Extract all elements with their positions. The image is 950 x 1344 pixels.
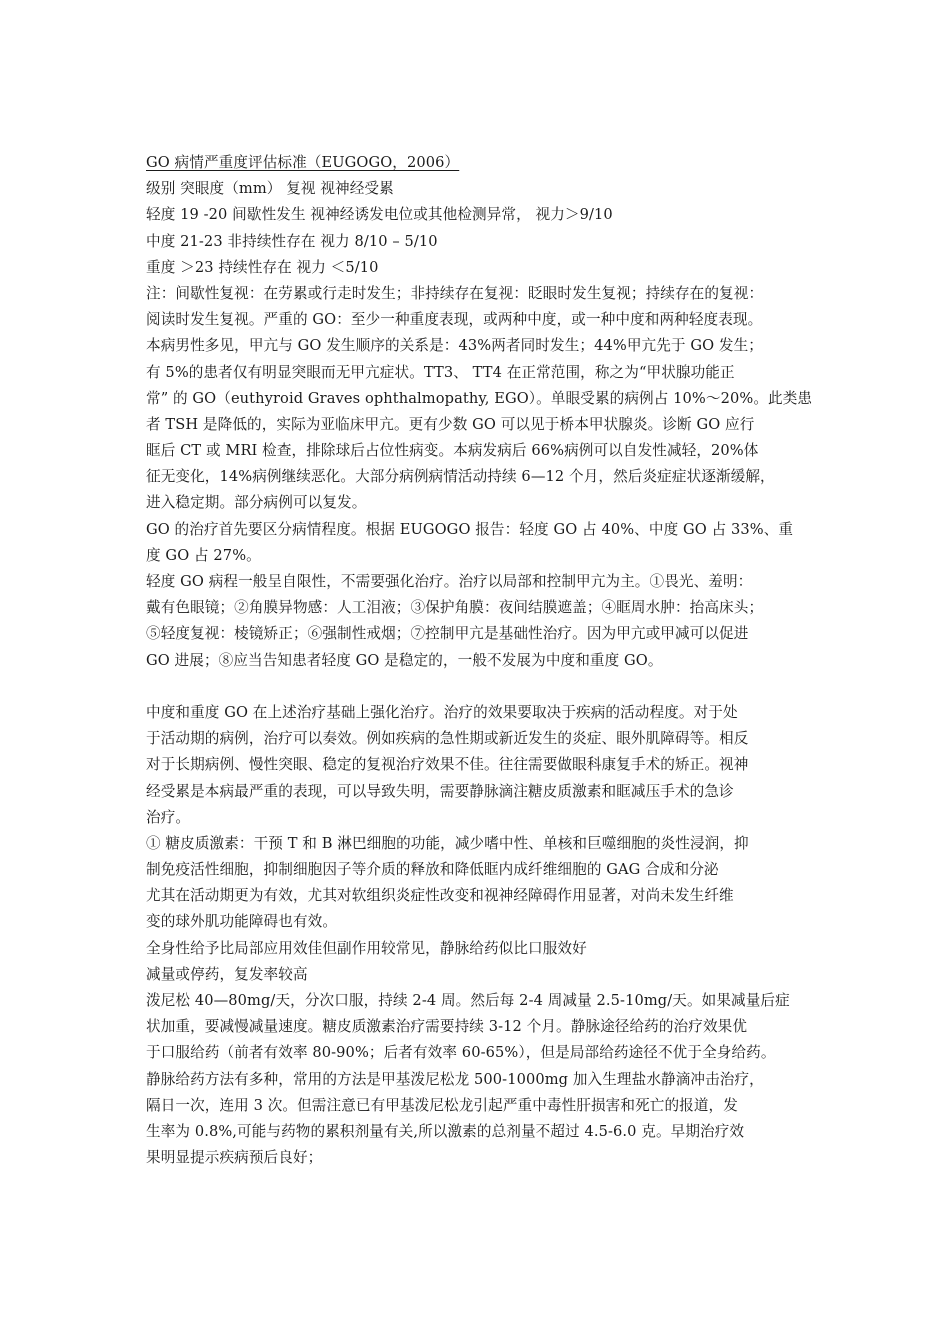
text-line: 本病男性多见，甲亢与 GO 发生顺序的关系是：43%两者同时发生；44%甲亢先于 GO 发生； <box>146 337 763 355</box>
text-line: 隔日一次，连用 3 次。但需注意已有甲基泼尼松龙引起严重中毒性肝损害和死亡的报道，发 <box>146 1096 738 1114</box>
text-line: 泼尼松 40—80mg/天，分次口服，持续 2-4 周。然后每 2-4 周减量 2.5-10mg/天。如果减量后症 <box>146 992 790 1009</box>
text-line: 阅读时发生复视。严重的 GO：至少一种重度表现，或两种中度，或一种中度和两种轻度表现。 <box>146 311 763 329</box>
text-line: 静脉给药方法有多种，常用的方法是甲基泼尼松龙 500-1000mg 加入生理盐水静滴冲击治疗， <box>146 1070 764 1088</box>
text-line: 征无变化，14%病例继续恶化。大部分病例病情活动持续 6—12 个月，然后炎症症状逐渐缓解， <box>146 468 775 486</box>
text-line: 级别 突眼度（mm） 复视 视神经受累 <box>146 180 394 198</box>
document-title: GO 病情严重度评估标准（EUGOGO，2006） <box>146 154 460 171</box>
text-line: 重度 ＞23 持续性存在 视力 ＜5/10 <box>146 258 379 276</box>
text-line: ① 糖皮质激素：干预 T 和 B 淋巴细胞的功能，减少嗜中性、单核和巨噬细胞的炎性浸润，抑 <box>146 834 749 852</box>
text-line: 戴有色眼镜；②角膜异物感：人工泪液；③保护角膜：夜间结膜遮盖；④眶周水肿：抬高床头； <box>146 599 764 617</box>
text-line: 者 TSH 是降低的，实际为亚临床甲亢。更有少数 GO 可以见于桥本甲状腺炎。诊断 GO 应行 <box>146 415 755 433</box>
text-line: 轻度 19 -20 间歇性发生 视神经诱发电位或其他检测异常， 视力＞9/10 <box>146 206 613 224</box>
text-line: 治疗。 <box>146 808 191 826</box>
text-line: 变的球外肌功能障碍也有效。 <box>146 913 338 931</box>
text-line: 全身性给予比局部应用效佳但副作用较常见，静脉给药似比口服效好 <box>146 939 587 957</box>
text-line: 轻度 GO 病程一般呈自限性，不需要强化治疗。治疗以局部和控制甲亢为主。①畏光、羞明： <box>146 573 753 590</box>
text-line: 进入稳定期。部分病例可以复发。 <box>146 494 367 512</box>
text-line: ⑤轻度复视：棱镜矫正；⑥强制性戒烟；⑦控制甲亢是基础性治疗。因为甲亢或甲减可以促进 <box>146 625 749 643</box>
text-line: 于活动期的病例，治疗可以奏效。例如疾病的急性期或新近发生的炎症、眼外肌障碍等。相反 <box>146 730 749 748</box>
document-body <box>146 176 826 1171</box>
text-line: 注：间歇性复视：在劳累或行走时发生；非持续存在复视：眨眼时发生复视；持续存在的复视： <box>146 284 764 302</box>
text-line: 常” 的 GO（euthyroid Graves ophthalmopathy, EGO）。单眼受累的病例占 10%～20%。此类患 <box>146 389 813 407</box>
text-line: 眶后 CT 或 MRI 检查，排除球后占位性病变。本病发病后 66%病例可以自发性减轻，20%体 <box>146 442 759 460</box>
text-line: GO 进展；⑧应当告知患者轻度 GO 是稳定的，一般不发展为中度和重度 GO。 <box>146 651 663 669</box>
text-line: 度 GO 占 27%。 <box>146 546 261 564</box>
document-page <box>146 150 826 1171</box>
text-line: 尤其在活动期更为有效，尤其对软组织炎症性改变和视神经障碍作用显著，对尚未发生纤维 <box>146 887 734 905</box>
text-line: 状加重，要减慢减量速度。糖皮质激素治疗需要持续 3-12 个月。静脉途径给药的治疗效果优 <box>146 1018 748 1036</box>
text-line: 有 5%的患者仅有明显突眼而无甲亢症状。TT3、 TT4 在正常范围，称之为“甲状腺功能正 <box>146 363 735 381</box>
text-line: 生率为 0.8%,可能与药物的累积剂量有关,所以激素的总剂量不超过 4.5-6.0 克。早期治疗效 <box>146 1122 745 1140</box>
paragraph-break <box>146 674 826 700</box>
text-line: 经受累是本病最严重的表现，可以导致失明，需要静脉滴注糖皮质激素和眶减压手术的急诊 <box>146 782 734 800</box>
text-line: 于口服给药（前者有效率 80-90%；后者有效率 60-65%），但是局部给药途径不优于全身给药。 <box>146 1044 776 1062</box>
text-line: 果明显提示疾病预后良好； <box>146 1149 323 1167</box>
text-line: 减量或停药，复发率较高 <box>146 965 308 983</box>
text-line: 对于长期病例、慢性突眼、稳定的复视治疗效果不佳。往往需要做眼科康复手术的矫正。视神 <box>146 756 749 774</box>
text-line: GO 的治疗首先要区分病情程度。根据 EUGOGO 报告：轻度 GO 占 40%、中度 GO 占 33%、重 <box>146 520 794 538</box>
text-line: 中度和重度 GO 在上述治疗基础上强化治疗。治疗的效果要取决于疾病的活动程度。对于处 <box>146 703 738 721</box>
text-line: 中度 21-23 非持续性存在 视力 8/10 – 5/10 <box>146 232 438 250</box>
text-line: 制免疫活性细胞，抑制细胞因子等介质的释放和降低眶内成纤维细胞的 GAG 合成和分泌 <box>146 861 719 879</box>
